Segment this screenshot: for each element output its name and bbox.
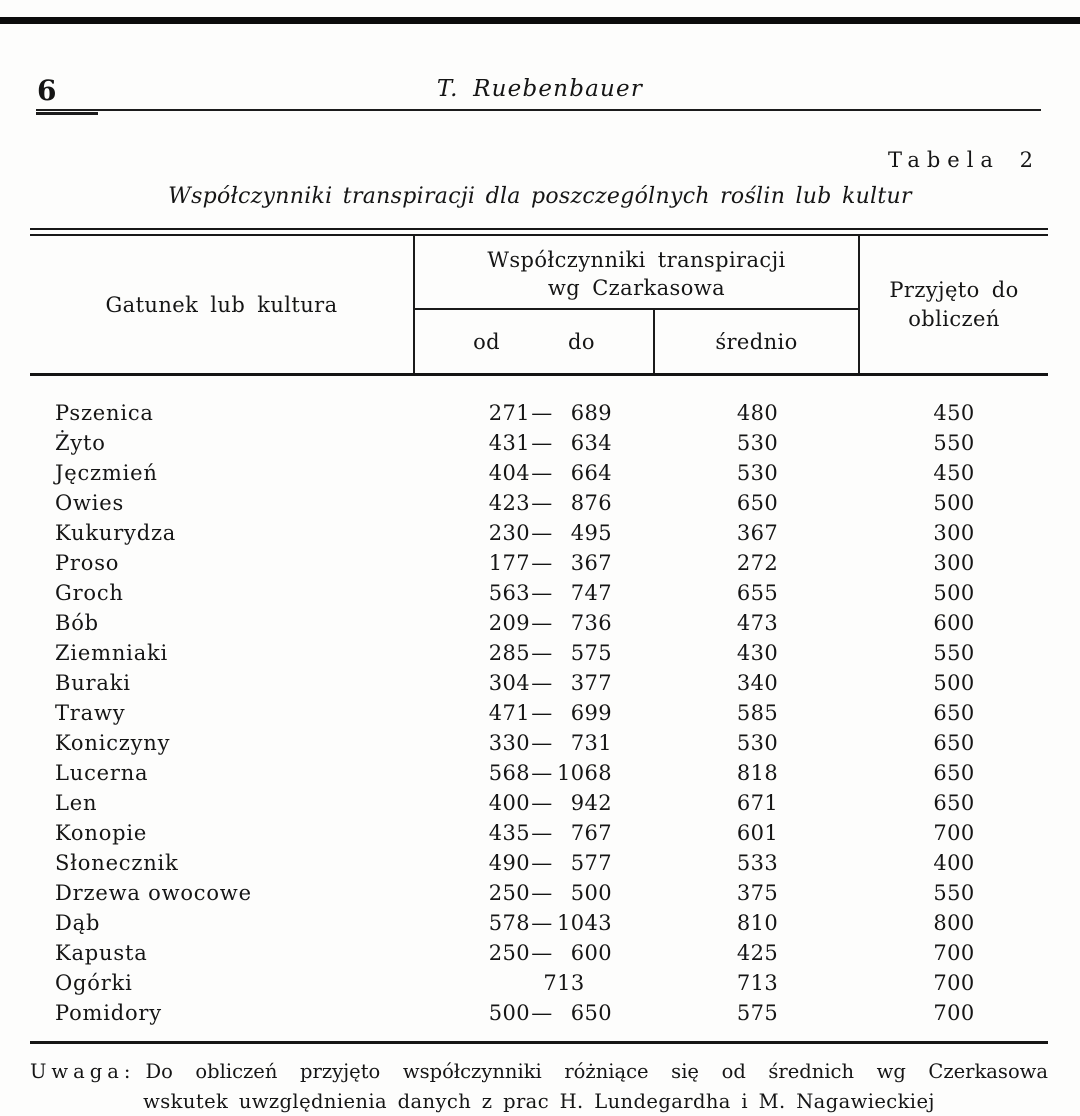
table-row xyxy=(30,638,1048,668)
do-value: 731 xyxy=(570,731,612,755)
table-row xyxy=(30,608,1048,638)
przyjeto-value: 800 xyxy=(933,911,975,935)
species-name: Kukurydza xyxy=(55,521,177,545)
srednio-value: 650 xyxy=(736,491,779,515)
do-value: 650 xyxy=(570,1001,612,1025)
przyjeto-value: 450 xyxy=(933,401,975,425)
od-value: 400 xyxy=(488,791,530,815)
do-value: 577 xyxy=(570,851,612,875)
srednio-value: 530 xyxy=(736,461,779,485)
table-row xyxy=(30,398,1048,428)
range-cell xyxy=(415,941,655,965)
range-cell xyxy=(415,881,655,905)
od-value: 230 xyxy=(488,521,530,545)
do-value: 377 xyxy=(570,671,612,695)
table-row xyxy=(30,998,1048,1028)
do-header-label: do xyxy=(568,329,595,354)
srednio-value: 530 xyxy=(736,731,779,755)
od-value: 423 xyxy=(488,491,530,515)
srednio-value: 272 xyxy=(736,551,779,575)
od-value: 404 xyxy=(488,461,530,485)
srednio-value: 480 xyxy=(736,401,779,425)
do-value: 736 xyxy=(570,611,612,635)
przyjeto-value: 700 xyxy=(933,1001,975,1025)
od-header-label: od xyxy=(473,329,500,354)
group-header-title xyxy=(415,236,858,308)
species-name: Słonecznik xyxy=(55,851,179,875)
species-name: Jęczmień xyxy=(55,461,158,485)
do-value: 634 xyxy=(570,431,612,455)
od-value: 177 xyxy=(488,551,530,575)
do-value: 876 xyxy=(570,491,612,515)
group-header-line1: Współczynniki transpiracji xyxy=(487,248,786,273)
range-dash: — xyxy=(531,611,553,635)
range-cell xyxy=(415,731,655,755)
srednio-value: 473 xyxy=(736,611,779,635)
table-row xyxy=(30,728,1048,758)
do-value: 600 xyxy=(570,941,612,965)
przyjeto-value: 300 xyxy=(933,521,975,545)
przyjeto-value: 700 xyxy=(933,821,975,845)
srednio-value: 713 xyxy=(736,971,779,995)
table-row xyxy=(30,908,1048,938)
footnote xyxy=(30,1057,1048,1116)
table-title: Współczynniki transpiracji dla poszczególnych roślin lub kultur xyxy=(168,184,912,209)
column-header-species xyxy=(30,236,415,373)
do-value: 942 xyxy=(570,791,612,815)
range-cell xyxy=(415,551,655,575)
table-row xyxy=(30,488,1048,518)
od-value: 490 xyxy=(488,851,530,875)
species-name: Żyto xyxy=(55,431,106,455)
header-rule xyxy=(36,109,1041,111)
przyjeto-value: 700 xyxy=(933,971,975,995)
header-rule-stub xyxy=(36,112,98,115)
do-value: 495 xyxy=(570,521,612,545)
do-value: 767 xyxy=(570,821,612,845)
przyjeto-value: 550 xyxy=(933,641,975,665)
table-row xyxy=(30,758,1048,788)
range-dash: — xyxy=(531,431,553,455)
range-dash: — xyxy=(531,581,553,605)
table-body xyxy=(30,376,1048,1041)
do-value: 747 xyxy=(570,581,612,605)
srednio-value: 671 xyxy=(736,791,779,815)
srednio-value: 340 xyxy=(736,671,779,695)
do-value: 367 xyxy=(570,551,612,575)
species-name: Len xyxy=(55,791,98,815)
przyjeto-value: 500 xyxy=(933,671,975,695)
przyjeto-value: 450 xyxy=(933,461,975,485)
srednio-value: 575 xyxy=(736,1001,779,1025)
srednio-value: 530 xyxy=(736,431,779,455)
do-value: 1068 xyxy=(556,761,612,785)
group-subheader-row xyxy=(415,308,858,373)
species-name: Kapusta xyxy=(55,941,148,965)
do-value: 500 xyxy=(570,881,612,905)
table-row xyxy=(30,578,1048,608)
przyjeto-value: 300 xyxy=(933,551,975,575)
range-cell xyxy=(415,491,655,515)
srednio-value: 601 xyxy=(736,821,779,845)
range-cell xyxy=(415,521,655,545)
table-bottom-rule xyxy=(30,1041,1048,1044)
range-dash: — xyxy=(531,1001,553,1025)
range-cell xyxy=(415,641,655,665)
data-table xyxy=(30,228,1048,1044)
species-name: Groch xyxy=(55,581,124,605)
range-cell xyxy=(415,911,655,935)
range-cell xyxy=(415,971,655,995)
od-value: 304 xyxy=(488,671,530,695)
przyjeto-value: 550 xyxy=(933,431,975,455)
species-name: Ziemniaki xyxy=(55,641,169,665)
przyjeto-value: 550 xyxy=(933,881,975,905)
range-dash: — xyxy=(531,461,553,485)
scan-edge-bar xyxy=(0,17,1080,24)
range-dash: — xyxy=(531,401,553,425)
od-value: 563 xyxy=(488,581,530,605)
column-header-srednio xyxy=(655,310,858,373)
species-name: Koniczyny xyxy=(55,731,171,755)
range-dash: — xyxy=(531,821,553,845)
running-head: T. Ruebenbauer xyxy=(436,76,644,102)
range-cell xyxy=(415,671,655,695)
range-dash: — xyxy=(531,911,553,935)
range-dash: — xyxy=(531,851,553,875)
species-name: Dąb xyxy=(55,911,101,935)
do-value: 699 xyxy=(570,701,612,725)
range-cell xyxy=(415,461,655,485)
page-number: 6 xyxy=(37,74,58,107)
range-dash: — xyxy=(531,701,553,725)
range-cell xyxy=(415,851,655,875)
table-row xyxy=(30,938,1048,968)
footnote-line1 xyxy=(30,1057,1048,1086)
column-header-przyjeto xyxy=(860,236,1048,373)
przyjeto-header-line1: Przyjęto do xyxy=(889,278,1019,303)
table-row xyxy=(30,458,1048,488)
footnote-text1: Do obliczeń przyjęto współczynniki różniące się od średnich wg Czerkasowa xyxy=(145,1060,1048,1083)
range-dash: — xyxy=(531,761,553,785)
od-value: 431 xyxy=(488,431,530,455)
table-row xyxy=(30,968,1048,998)
group-header-line2: wg Czarkasowa xyxy=(547,275,726,300)
species-name: Pszenica xyxy=(55,401,154,425)
range-dash: — xyxy=(531,671,553,695)
range-cell xyxy=(415,701,655,725)
range-cell xyxy=(415,821,655,845)
single-range-value: 713 xyxy=(543,971,585,995)
species-name: Buraki xyxy=(55,671,131,695)
przyjeto-value: 700 xyxy=(933,941,975,965)
od-value: 568 xyxy=(488,761,530,785)
od-value: 500 xyxy=(488,1001,530,1025)
srednio-header-label: średnio xyxy=(715,329,798,354)
od-value: 435 xyxy=(488,821,530,845)
range-dash: — xyxy=(531,731,553,755)
range-dash: — xyxy=(531,521,553,545)
table-top-rule xyxy=(30,228,1048,236)
przyjeto-value: 500 xyxy=(933,581,975,605)
species-name: Trawy xyxy=(55,701,126,725)
do-value: 575 xyxy=(570,641,612,665)
species-name: Ogórki xyxy=(55,971,133,995)
srednio-value: 367 xyxy=(736,521,779,545)
srednio-value: 375 xyxy=(736,881,779,905)
od-value: 250 xyxy=(488,941,530,965)
od-value: 250 xyxy=(488,881,530,905)
footnote-text2: wskutek uwzględnienia danych z prac H. Lundegardha i M. Nagawieckiej xyxy=(143,1090,935,1114)
srednio-value: 425 xyxy=(736,941,779,965)
range-cell xyxy=(415,611,655,635)
footnote-label: Uwaga: xyxy=(30,1060,136,1083)
od-value: 209 xyxy=(488,611,530,635)
od-value: 578 xyxy=(488,911,530,935)
range-dash: — xyxy=(531,551,553,575)
przyjeto-value: 650 xyxy=(933,701,975,725)
range-cell xyxy=(415,1001,655,1025)
range-cell xyxy=(415,761,655,785)
srednio-value: 655 xyxy=(736,581,779,605)
table-row xyxy=(30,848,1048,878)
table-row xyxy=(30,428,1048,458)
column-header-range xyxy=(415,310,655,373)
range-dash: — xyxy=(531,641,553,665)
srednio-value: 430 xyxy=(736,641,779,665)
table-row xyxy=(30,548,1048,578)
od-value: 285 xyxy=(488,641,530,665)
table-row xyxy=(30,788,1048,818)
przyjeto-value: 500 xyxy=(933,491,975,515)
table-row xyxy=(30,818,1048,848)
species-name: Konopie xyxy=(55,821,148,845)
table-header xyxy=(30,236,1048,376)
table-row xyxy=(30,668,1048,698)
table-label: Tabela 2 xyxy=(887,148,1040,172)
species-name: Owies xyxy=(55,491,125,515)
species-header-label: Gatunek lub kultura xyxy=(105,292,338,317)
przyjeto-header-line2: obliczeń xyxy=(908,306,1000,331)
range-dash: — xyxy=(531,791,553,815)
range-cell xyxy=(415,581,655,605)
species-name: Drzewa owocowe xyxy=(55,881,252,905)
srednio-value: 585 xyxy=(736,701,779,725)
range-cell xyxy=(415,791,655,815)
przyjeto-value: 650 xyxy=(933,731,975,755)
od-value: 271 xyxy=(488,401,530,425)
od-value: 330 xyxy=(488,731,530,755)
range-dash: — xyxy=(531,491,553,515)
przyjeto-value: 650 xyxy=(933,791,975,815)
przyjeto-value: 400 xyxy=(933,851,975,875)
range-dash: — xyxy=(531,941,553,965)
srednio-value: 810 xyxy=(736,911,779,935)
przyjeto-value: 650 xyxy=(933,761,975,785)
species-name: Proso xyxy=(55,551,120,575)
srednio-value: 533 xyxy=(736,851,779,875)
do-value: 689 xyxy=(570,401,612,425)
range-cell xyxy=(415,431,655,455)
species-name: Lucerna xyxy=(55,761,149,785)
species-name: Pomidory xyxy=(55,1001,162,1025)
range-cell xyxy=(415,401,655,425)
do-value: 664 xyxy=(570,461,612,485)
table-row xyxy=(30,518,1048,548)
table-row xyxy=(30,878,1048,908)
srednio-value: 818 xyxy=(736,761,779,785)
do-value: 1043 xyxy=(556,911,612,935)
range-dash: — xyxy=(531,881,553,905)
table-row xyxy=(30,698,1048,728)
species-name: Bób xyxy=(55,611,99,635)
column-group-transpiration xyxy=(415,236,860,373)
przyjeto-value: 600 xyxy=(933,611,975,635)
od-value: 471 xyxy=(488,701,530,725)
